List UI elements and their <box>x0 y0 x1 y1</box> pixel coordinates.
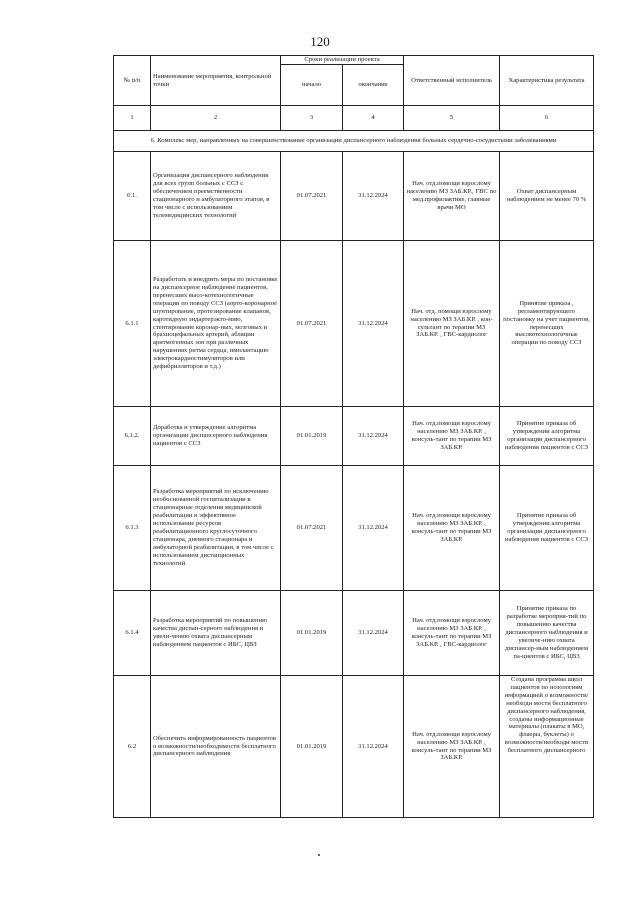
row-activity-name: Организация диспансерного наблюдения для всех групп больных с ССЗ с обеспечением преемственности стационарного и амбулаторного этапов, в том числе с использованием телемедицинских технологий <box>151 152 281 241</box>
row-activity-name: Обеспечить информированность пациентов о возможности/необходимости бесплатного диспансерного наблюдения <box>151 676 281 818</box>
column-number: 1 <box>114 106 151 131</box>
row-start-date: 01.07.2021 <box>281 466 343 591</box>
row-activity-name: Разработка мероприятий по исключению необоснованной госпитализации в стационарные отделения медицинской реабилитации и эффективное использование ресурсов реабилитационного круглосуточного стационара, дневного стационара и амбулаторной реабилитации, в том числе с использованием дистанционных технологий <box>151 466 281 591</box>
row-end-date: 31.12.2024 <box>343 591 404 676</box>
row-responsible: Нач. отд.помощи взрослому населению МЗ ЗАБ.КР., ГВС по мед.профилактике, главные врачи МО <box>404 152 500 241</box>
row-start-date: 01.07.2021 <box>281 241 343 407</box>
row-result: Принятие приказа об утверждении алгоритма организации диспансерного наблюдения пациентов с ССЗ <box>500 407 594 466</box>
row-start-date: 01.01.2019 <box>281 676 343 818</box>
row-number: 6.1.4 <box>114 591 151 676</box>
header-number: № п/п <box>114 56 151 106</box>
row-activity-name: Разработать и внедрить меры по постановке на диспансерное наблюдение пациентов, перенесших высо-котехнологичные операции по поводу ССЗ (аорто-коронарное шунтирование, протезирование клапанов, каротидную эндартерэкто-мию, стентирование коронар-ных, мозговых и брахиоцефальных артерий, абляции аритмогенных зон при различных нарушениях ритма сердца, имплантацию электрокардиостимуляторов или дефибрилляторов и т.д.) <box>151 241 281 407</box>
row-result: Принятие приказа по разработке мероприя-тий по повышению качества диспансерного наблюдения и увеличе-нию охвата диспансер-ным наблюдением па-циентов с ИБС, ЦВЗ <box>500 591 594 676</box>
row-responsible: Нач. отд. помощи взрослому населению МЗ ЗАБ.КР. , кон-сультант по терапии МЗ ЗАБ.КР. , ГВС-кардиолог <box>404 241 500 407</box>
row-result: Принятие приказа , регламентирующего постановку на учет пациентов, перенесших высокотехнологичные операции по поводу ССЗ <box>500 241 594 407</box>
row-number: 6.1.3 <box>114 466 151 591</box>
row-end-date: 31.12.2024 <box>343 152 404 241</box>
row-start-date: 01.07.2021 <box>281 152 343 241</box>
row-end-date: 31.12.2024 <box>343 407 404 466</box>
column-number: 6 <box>500 106 594 131</box>
row-number: 6.2 <box>114 676 151 818</box>
row-end-date: 31.12.2024 <box>343 466 404 591</box>
table-row <box>114 407 594 466</box>
header-end: окончание <box>343 65 404 106</box>
row-start-date: 01.01.2019 <box>281 407 343 466</box>
row-number: 6.1. <box>114 152 151 241</box>
activity-plan-table <box>113 55 594 818</box>
row-end-date: 31.12.2024 <box>343 676 404 818</box>
section-row <box>114 131 594 152</box>
row-result: Создана программа школ пациентов по нозологиям информацией о возможности/необходи мости бесплатного диспансерного наблюдения, созданы информационные материалы (плакаты в МО, флаеры, буклеты) о возможности/необходи мости бесплатного диспансерного <box>500 676 594 818</box>
section-title: 6. Комплекс мер, направленных на совершенствование организации диспансерного наблюдения больных сердечно-сосудистыми заболеваниями <box>114 131 594 152</box>
table-row <box>114 241 594 407</box>
row-start-date: 01.01.2019 <box>281 591 343 676</box>
header-start: начало <box>281 65 343 106</box>
page-number: 120 <box>310 34 330 49</box>
column-number: 2 <box>151 106 281 131</box>
row-result: Принятие приказа об утверждении алгоритма организации диспансерного наблюдения пациентов с ССЗ <box>500 466 594 591</box>
column-number-row <box>114 106 594 131</box>
table-row <box>114 591 594 676</box>
row-responsible: Нач. отд.помощи взрослому населению МЗ ЗАБ.КР. , консуль-тант по терапии МЗ ЗАБ.КР. <box>404 466 500 591</box>
row-responsible: Нач. отд.помощи взрослому населению МЗ ЗАБ.КР. , консуль-тант по терапии МЗ ЗАБ.КР. <box>404 407 500 466</box>
row-number: 6.1.2. <box>114 407 151 466</box>
row-result: Охват диспансерным наблюдением не менее 70 % <box>500 152 594 241</box>
column-number: 5 <box>404 106 500 131</box>
header-activity-name: Наименование мероприятия, контрольной точки <box>151 56 281 106</box>
row-activity-name: Доработка и утверждение алгоритма организации диспансерного наблюдения пациентов с ССЗ <box>151 407 281 466</box>
table-row <box>114 152 594 241</box>
row-responsible: Нач. отд.помощи взрослому населению МЗ ЗАБ.КР. , консуль-тант по терапии МЗ ЗАБ.КР. , ГВС-кардиолог <box>404 591 500 676</box>
row-number: 6.1.1 <box>114 241 151 407</box>
header-period: Сроки реализации проекта <box>281 56 404 65</box>
header-responsible: Ответственный исполнитель <box>404 56 500 106</box>
table-row <box>114 676 594 818</box>
scan-dot <box>318 854 320 856</box>
header-result: Характеристика результата <box>500 56 594 106</box>
column-number: 3 <box>281 106 343 131</box>
row-responsible: Нач. отд.помощи взрослому населению МЗ ЗАБ.КР. , консуль-тант по терапии МЗ ЗАБ.КР. <box>404 676 500 818</box>
row-activity-name: Разработка мероприятий по повышению качества диспан-серного наблюдения и увели-чению охвата диспансерным наблюдением пациентов с ИБС, ЦВЗ <box>151 591 281 676</box>
table-row <box>114 466 594 591</box>
row-end-date: 31.12.2024 <box>343 241 404 407</box>
header-row-top <box>114 56 594 65</box>
column-number: 4 <box>343 106 404 131</box>
